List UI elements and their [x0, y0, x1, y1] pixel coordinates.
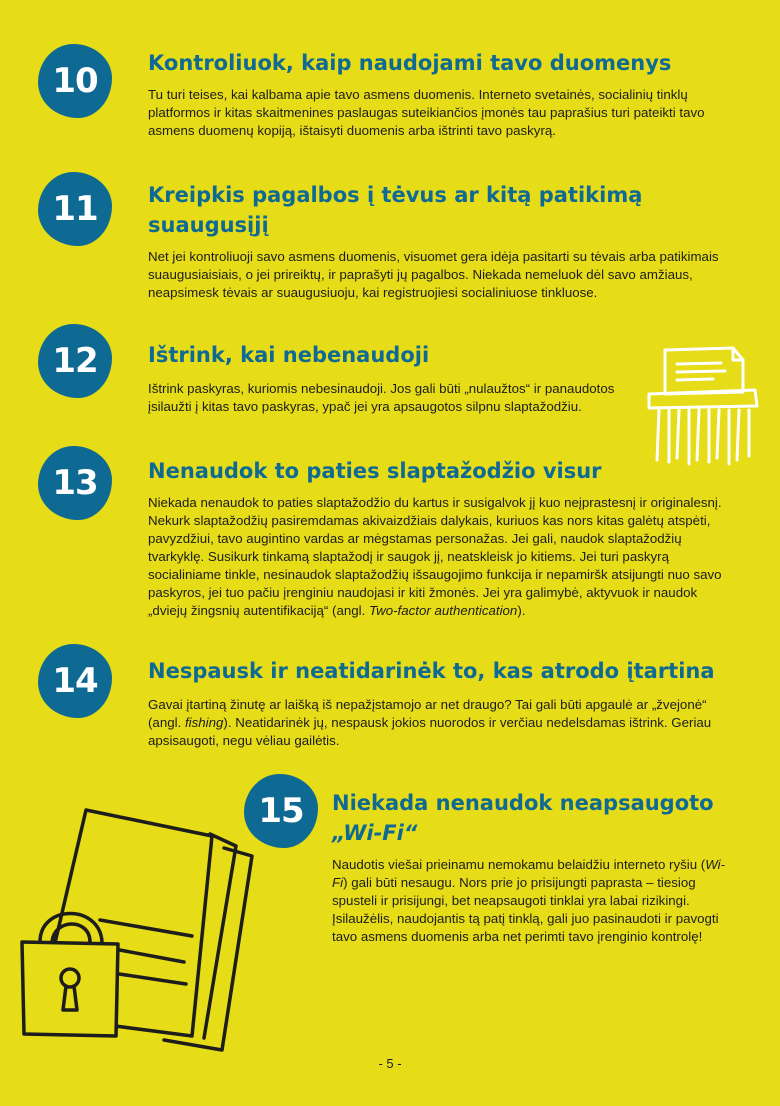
page-number: - 5 -	[378, 1056, 402, 1071]
tip-title-italic: „Wi-Fi“	[332, 821, 418, 845]
tip-body-text: ) gali būti nesaugu. Nors prie jo prisijungti paprasta – tiesiog spusteli ir prisijungi, bet neapsaugoti tinklai yra labai rizikingi. Įsilaužėlis, naudojantis tą patį tinklą, gali juo pasinaudoti ir pavogti tavo asmens duomenis arba net perimti tavo įrenginio kontrolę!	[332, 875, 719, 944]
locked-documents-icon	[14, 800, 264, 1060]
paper-shredder-icon	[643, 344, 763, 468]
tip-number-badge: 10	[38, 44, 112, 118]
tip-title	[332, 788, 752, 848]
tip-title: Kontroliuok, kaip naudojami tavo duomenys	[148, 51, 672, 75]
tip-body	[148, 696, 738, 750]
tip-body-text: Gavai įtartiną žinutę ar laišką iš nepažįstamojo ar net draugo? Tai gali būti apgaulė ar „žvejonė“ (angl.	[148, 697, 707, 730]
tip-number-badge: 14	[38, 644, 112, 718]
tip-number-badge: 12	[38, 324, 112, 398]
tip-body: Tu turi teises, kai kalbama apie tavo asmens duomenis. Interneto svetainės, socialinių tinklų platformos ir kitas skaitmenines paslaugas suteikiančios įmonės tau paprašius turi pateikti tavo asmens duomenų kopiją, ištaisyti duomenis arba ištrinti tavo paskyrą.	[148, 87, 705, 138]
tip-body-text: Naudotis viešai prieinamu nemokamu belaidžiu interneto ryšiu (	[332, 857, 706, 872]
tip-title: Nenaudok to paties slaptažodžio visur	[148, 459, 602, 483]
tip-title: Ištrink, kai nebenaudoji	[148, 343, 430, 367]
tip-number-badge: 15	[244, 774, 318, 848]
tip-number-badge: 13	[38, 446, 112, 520]
tip-body-text: ). Neatidarinėk jų, nespausk jokios nuorodos ir verčiau nedelsdamas ištrink. Geriau apsisaugoti, negu vėliau gailėtis.	[148, 715, 712, 748]
tip-body-text: ).	[517, 603, 526, 618]
tip-title-text: Niekada nenaudok neapsaugoto	[332, 791, 714, 815]
tip-body-text: Niekada nenaudok to paties slaptažodžio du kartus ir susigalvok jį kuo neįprastesnį ir originalesnį. Nekurk slaptažodžių pasiremdamas akivaizdžiais dalykais, kuriuos kas nors kitas galėtų atspėti, pavyzdžiui, tavo augintino vardas ar mėgstamas personažas. Jei gali, naudok slaptažodžių tvarkyklę. Susikurk tinkamą slaptažodį ir saugok jį, neatskleisk jo kitiems. Jei turi paskyrą socialiniame tinkle, nesinaudok slaptažodžių išsaugojimo funkcija ir nepamiršk atsijungti nuo savo paskyros, jei tuo pačiu įrenginiu naudojasi ir kiti žmonės. Jei yra galimybė, aktyvuok ir naudok „dviejų žingsnių autentifikaciją“ (angl.	[148, 495, 722, 618]
tip-body	[148, 494, 738, 620]
tip-body-italic: Wi-Fi	[332, 857, 726, 890]
tip-body-italic: fishing	[184, 715, 224, 730]
tip-number-badge: 11	[38, 172, 112, 246]
tip-body-italic: Two-factor authentication	[369, 603, 518, 618]
tip-title: Kreipkis pagalbos į tėvus ar kitą patikimą suaugusįjį	[148, 183, 643, 237]
tip-body: Net jei kontroliuoji savo asmens duomenis, visuomet gera idėja pasitarti su tėvais arba patikimais suaugusiaisiais, o jei prireiktų, ir paprašyti jų pagalbos. Niekada nemeluok dėl savo amžiaus, neapsimesk tėvais ar suaugusiuoju, kai registruojiesi socialiniuose tinkluose.	[148, 249, 719, 300]
tip-title: Nespausk ir neatidarinėk to, kas atrodo įtartina	[148, 659, 715, 683]
tip-body	[332, 856, 732, 946]
tip-body: Ištrink paskyras, kuriomis nebesinaudoji. Jos gali būti „nulaužtos“ ir panaudotos įsilaužti į kitas tavo paskyras, ypač jei yra apsaugotos silpnu slaptažodžiu.	[148, 381, 615, 414]
